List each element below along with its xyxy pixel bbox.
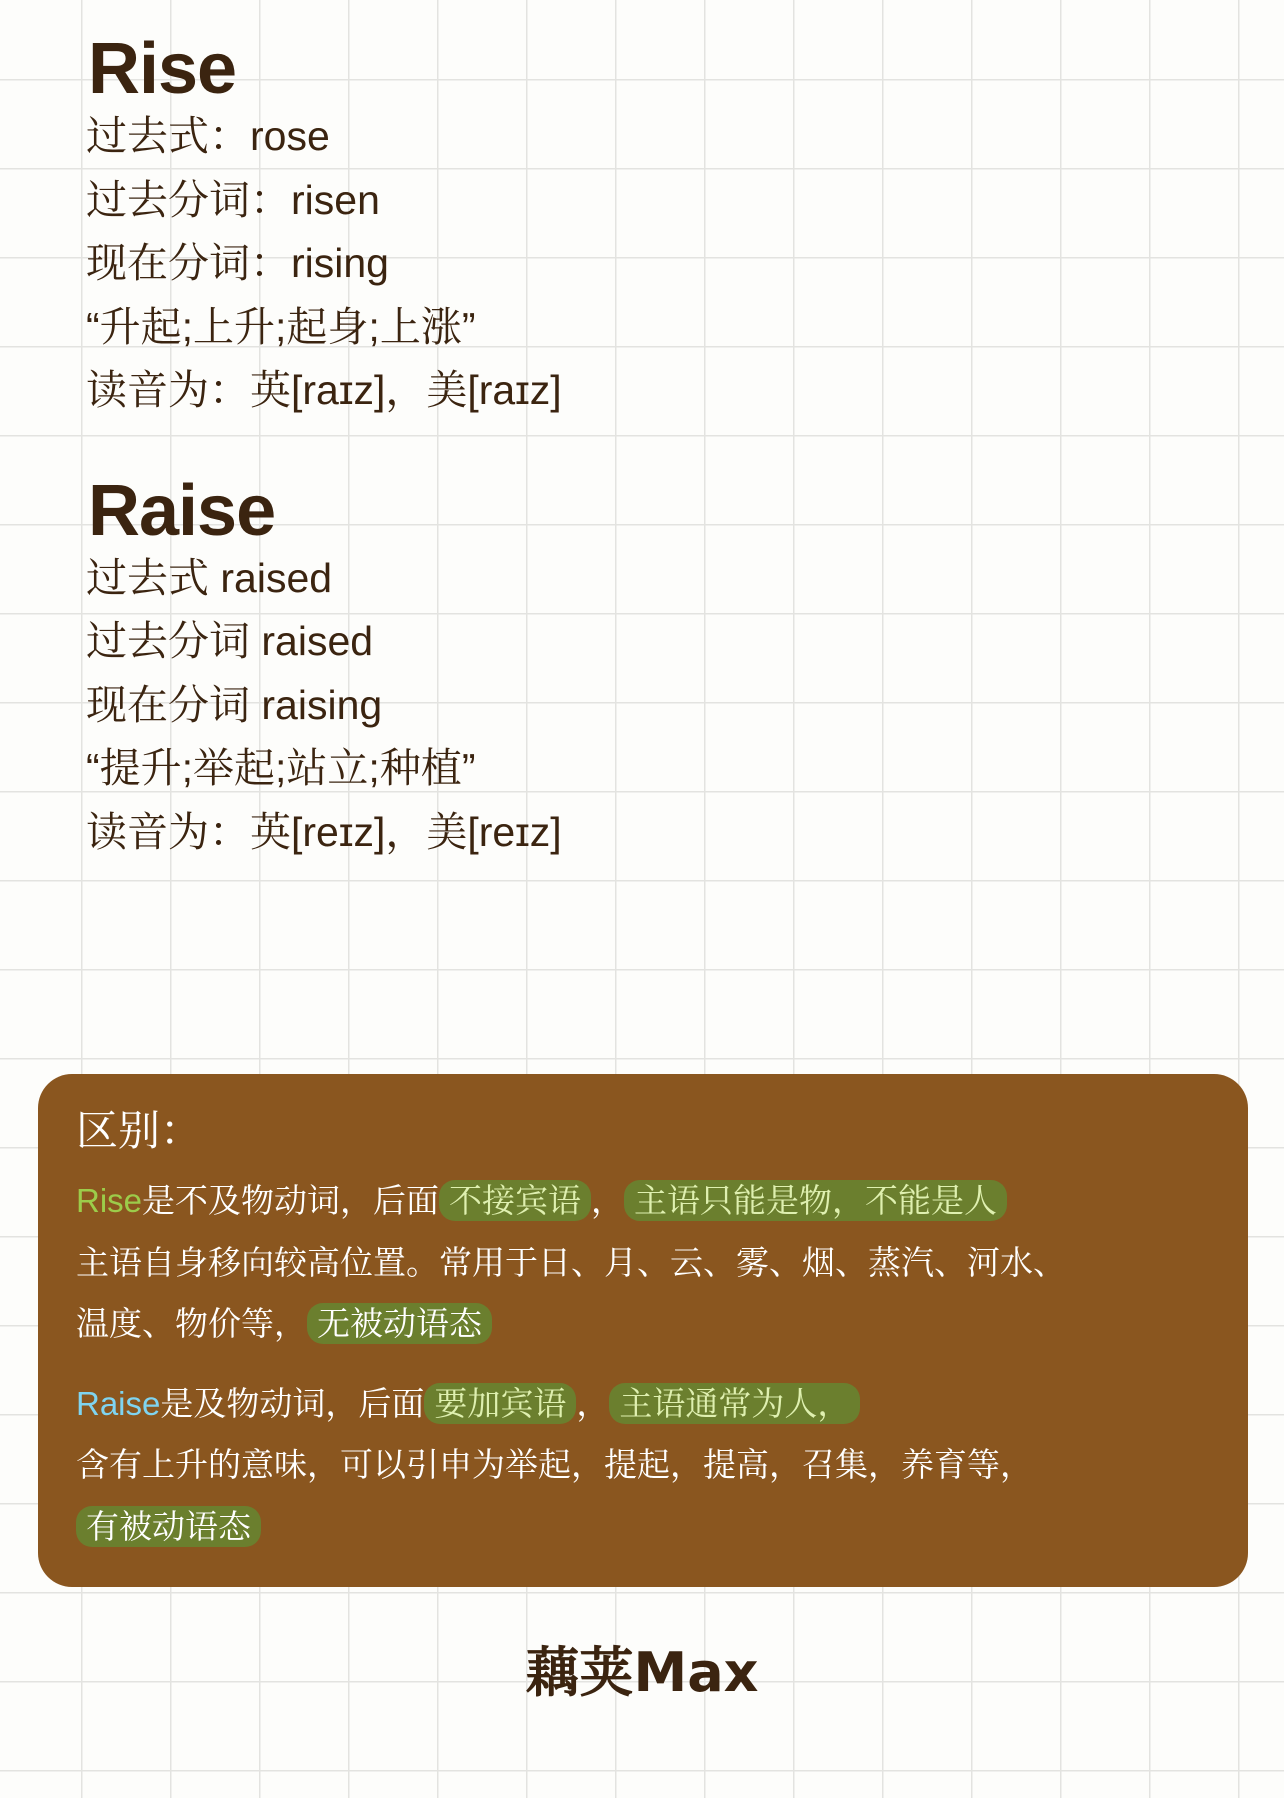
rise-title: Rise <box>88 29 237 109</box>
rise-past-participle: 过去分词：risen <box>86 176 380 223</box>
brand-watermark: 藕荚Max <box>525 1641 759 1704</box>
rise-entry <box>64 0 1220 423</box>
raise-highlight-needs-object: 要加宾语 <box>424 1383 576 1424</box>
rise-meaning: “升起;上升;起身;上涨” <box>86 303 476 350</box>
rise-highlight-no-object: 不接宾语 <box>439 1180 591 1221</box>
raise-highlight-has-passive: 有被动语态 <box>76 1506 261 1547</box>
raise-past-tense: 过去式 raised <box>86 554 333 601</box>
raise-present-participle: 现在分词 raising <box>86 681 383 728</box>
rise-highlight-subject-rule: 主语只能是物，不能是人 <box>624 1180 1007 1221</box>
rise-present-participle: 现在分词：rising <box>86 240 389 287</box>
rise-highlight-no-passive: 无被动语态 <box>307 1303 492 1344</box>
rise-past-tense: 过去式：rose <box>86 113 330 159</box>
rise-pronunciation: 读音为：英[raɪz]，美[raɪz] <box>86 367 562 414</box>
difference-panel <box>38 1074 1248 1587</box>
raise-difference-line-1 <box>76 1377 1222 1430</box>
paragraph-spacer <box>64 1351 1222 1377</box>
raise-difference-line-2: 含有上升的意味，可以引申为举起，提起，提高，召集，养育等， <box>76 1446 1033 1484</box>
raise-keyword: Raise <box>76 1384 161 1422</box>
rise-difference-line-3 <box>76 1297 1222 1350</box>
rise-difference-line-2: 主语自身移向较高位置。常用于日、月、云、雾、烟、蒸汽、河水、 <box>76 1243 1066 1281</box>
raise-past-participle: 过去分词 raised <box>86 618 374 665</box>
raise-entry <box>64 423 1220 865</box>
raise-diff-seg2: ， <box>576 1384 610 1422</box>
raise-difference-line-3 <box>76 1500 1222 1553</box>
rise-diff-seg1: 是不及物动词，后面 <box>142 1182 440 1220</box>
raise-title: Raise <box>88 470 276 551</box>
raise-meaning: “提升;举起;站立;种植” <box>86 745 476 792</box>
raise-pronunciation: 读音为：英[reɪz]，美[reɪz] <box>86 808 562 855</box>
rise-diff-line3-pre: 温度、物价等， <box>76 1305 307 1343</box>
raise-diff-seg1: 是及物动词，后面 <box>160 1384 425 1422</box>
raise-highlight-subject-rule: 主语通常为人， <box>609 1383 860 1424</box>
rise-diff-seg2: ， <box>591 1182 625 1220</box>
rise-difference-line-1 <box>76 1174 1222 1227</box>
rise-keyword: Rise <box>76 1182 143 1220</box>
difference-title: 区别： <box>76 1107 203 1154</box>
note-content <box>0 0 1284 864</box>
